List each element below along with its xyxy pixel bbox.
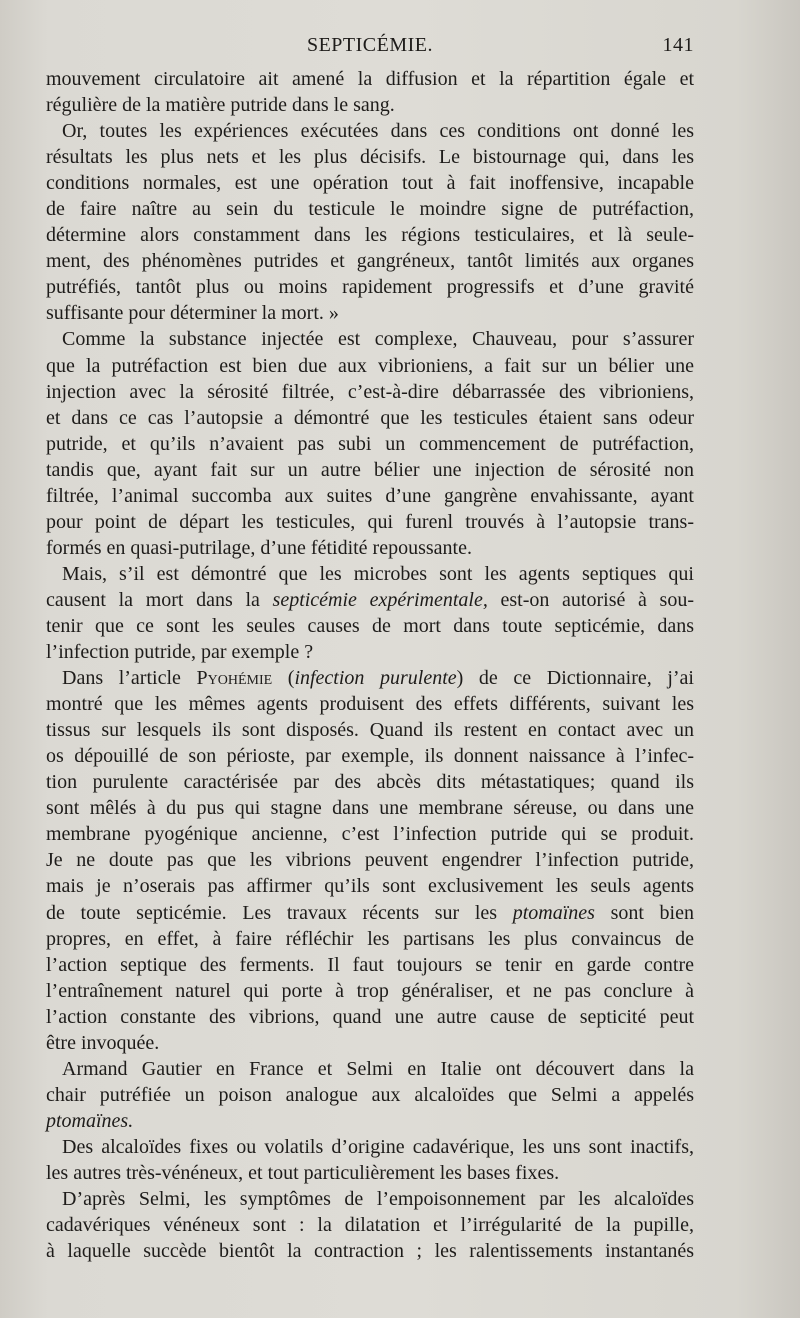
- text-run: os dépouillé de son périoste, par exemple, ils donnent naissance à l’infec-: [46, 745, 694, 768]
- text-line: [46, 1238, 694, 1264]
- text-line: [46, 353, 694, 379]
- text-run: tenir que ce sont les seules causes de mort dans toute septicémie, dans: [46, 614, 694, 637]
- text-line: [46, 769, 694, 795]
- text-run: les autres très-vénéneux, et tout particulièrement les bases fixes.: [46, 1161, 560, 1184]
- text-line: [46, 66, 694, 92]
- text-line: [46, 639, 694, 665]
- text-line: [46, 821, 694, 847]
- text-line: [46, 483, 694, 509]
- text-run: de toute septicémie. Les travaux récents sur les: [46, 901, 513, 924]
- text-run: conditions normales, est une opération tout à fait inoffensive, incapable: [46, 172, 694, 195]
- text-line: [46, 300, 694, 326]
- italic-text: ptomaïnes.: [46, 1109, 134, 1132]
- text-line: [46, 457, 694, 483]
- text-run: mais je n’oserais pas affirmer qu’ils sont exclusivement les seuls agents: [46, 875, 694, 898]
- text-line: [46, 1056, 694, 1082]
- text-line: [46, 274, 694, 300]
- text-run: l’action septique des ferments. Il faut toujours se tenir en garde contre: [46, 953, 694, 976]
- text-line: [46, 952, 694, 978]
- text-run: et dans ce cas l’autopsie a démontré que les testicules étaient sans odeur: [46, 406, 694, 429]
- text-run: être invoquée.: [46, 1031, 160, 1054]
- text-line: [46, 1134, 694, 1160]
- text-run: pour point de départ les testicules, qui furenl trouvés à l’autopsie trans-: [46, 510, 694, 533]
- text-line: [46, 926, 694, 952]
- text-run: à laquelle succède bientôt la contraction ; les ralentissements instantanés: [46, 1240, 694, 1263]
- text-line: [46, 144, 694, 170]
- text-run: D’après Selmi, les symptômes de l’empoisonnement par les alcaloïdes: [62, 1188, 694, 1211]
- text-line: [46, 118, 694, 144]
- text-line: [46, 1082, 694, 1108]
- small-caps-text: Pyohémie: [196, 667, 273, 690]
- text-run: l’entraînement naturel qui porte à trop généraliser, et ne pas conclure à: [46, 979, 694, 1002]
- text-run: tion purulente caractérisée par des abcès dits métastatiques; quand ils: [46, 771, 694, 794]
- text-line: [46, 1004, 694, 1030]
- text-line: [46, 509, 694, 535]
- text-line: [46, 1212, 694, 1238]
- text-run: Je ne doute pas que les vibrions peuvent engendrer l’infection putride,: [46, 849, 694, 872]
- running-head: [46, 34, 694, 58]
- text-run: de faire naître au sein du testicule le moindre signe de putréfaction,: [46, 198, 694, 221]
- text-line: [46, 535, 694, 561]
- text-line: [46, 665, 694, 691]
- text-line: [46, 847, 694, 873]
- text-line: [46, 561, 694, 587]
- text-line: [46, 873, 694, 899]
- text-run: chair putréfiée un poison analogue aux alcaloïdes que Selmi a appelés: [46, 1083, 694, 1106]
- text-run: détermine alors constamment dans les régions testiculaires, et là seule-: [46, 224, 694, 247]
- text-run: résultats les plus nets et les plus décisifs. Le bistournage qui, dans les: [46, 146, 694, 169]
- text-line: [46, 613, 694, 639]
- text-run: régulière de la matière putride dans le sang.: [46, 94, 395, 117]
- text-line: [46, 743, 694, 769]
- text-line: [46, 326, 694, 352]
- text-line: [46, 691, 694, 717]
- text-run: Or, toutes les expériences exécutées dans ces conditions ont donné les: [62, 120, 694, 143]
- text-run: tandis que, ayant fait sur un autre bélier une injection de sérosité non: [46, 458, 694, 481]
- text-run: (: [272, 667, 295, 690]
- text-line: [46, 431, 694, 457]
- italic-text: ptomaïnes: [512, 901, 595, 924]
- text-run: sont bien: [594, 901, 694, 924]
- text-run: membrane pyogénique ancienne, c’est l’infection putride qui se produit.: [46, 823, 694, 846]
- text-run: l’action constante des vibrions, quand une autre cause de septicité peut: [46, 1005, 694, 1028]
- text-line: [46, 1186, 694, 1212]
- text-line: [46, 900, 694, 926]
- text-run: l’infection putride, par exemple ?: [46, 641, 314, 664]
- text-run: tissus sur lesquels ils sont disposés. Quand ils restent en contact avec un: [46, 719, 694, 742]
- text-line: [46, 587, 694, 613]
- text-run: ment, des phénomènes putrides et gangréneux, tantôt limités aux organes: [46, 250, 694, 273]
- text-line: [46, 405, 694, 431]
- italic-text: infection purulente: [294, 667, 457, 690]
- text-run: putride, et qu’ils n’avaient pas subi un commencement de putréfaction,: [46, 432, 694, 455]
- text-line: [46, 1108, 694, 1134]
- text-run: est-on autorisé à sou-: [487, 588, 694, 611]
- text-line: [46, 978, 694, 1004]
- text-run: filtrée, l’animal succomba aux suites d’une gangrène envahissante, ayant: [46, 484, 694, 507]
- text-run: Mais, s’il est démontré que les microbes sont les agents septiques qui: [62, 562, 694, 585]
- text-line: [46, 717, 694, 743]
- text-run: Armand Gautier en France et Selmi en Italie ont découvert dans la: [62, 1057, 694, 1080]
- text-line: [46, 1030, 694, 1056]
- text-run: propres, en effet, à faire réfléchir les partisans les plus convaincus de: [46, 927, 694, 950]
- italic-text: septicémie expérimentale,: [272, 588, 488, 611]
- text-run: sont mêlés à du pus qui stagne dans une membrane séreuse, ou dans une: [46, 797, 694, 820]
- text-line: [46, 222, 694, 248]
- text-run: montré que les mêmes agents produisent des effets différents, suivant les: [46, 693, 694, 716]
- text-run: Dans l’article: [62, 667, 197, 690]
- text-run: suffisante pour déterminer la mort. »: [46, 302, 339, 325]
- text-run: formés en quasi-putrilage, d’une fétidité repoussante.: [46, 536, 472, 559]
- text-run: putréfiés, tantôt plus ou moins rapidement progressifs et d’une gravité: [46, 276, 694, 299]
- page-number: 141: [662, 34, 694, 56]
- text-run: mouvement circulatoire ait amené la diffusion et la répartition égale et: [46, 68, 694, 90]
- text-line: [46, 170, 694, 196]
- text-run: ) de ce Dictionnaire, j’ai: [456, 667, 694, 690]
- text-line: [46, 795, 694, 821]
- text-line: [46, 196, 694, 222]
- text-run: injection avec la sérosité filtrée, c’est-à-dire débarrassée des vibrioniens,: [46, 380, 694, 403]
- body-text: [46, 66, 694, 1264]
- text-line: [46, 248, 694, 274]
- text-run: causent la mort dans la: [46, 588, 273, 611]
- text-run: que la putréfaction est bien due aux vibrioniens, a fait sur un bélier une: [46, 354, 694, 377]
- running-title: SEPTICÉMIE.: [306, 34, 434, 56]
- text-run: cadavériques vénéneux sont : la dilatation et l’irrégularité de la pupille,: [46, 1214, 694, 1237]
- text-run: Comme la substance injectée est complexe, Chauveau, pour s’assurer: [62, 328, 694, 351]
- text-line: [46, 379, 694, 405]
- text-run: Des alcaloïdes fixes ou volatils d’origine cadavérique, les uns sont inactifs,: [62, 1135, 694, 1158]
- text-line: [46, 92, 694, 118]
- text-line: [46, 1160, 694, 1186]
